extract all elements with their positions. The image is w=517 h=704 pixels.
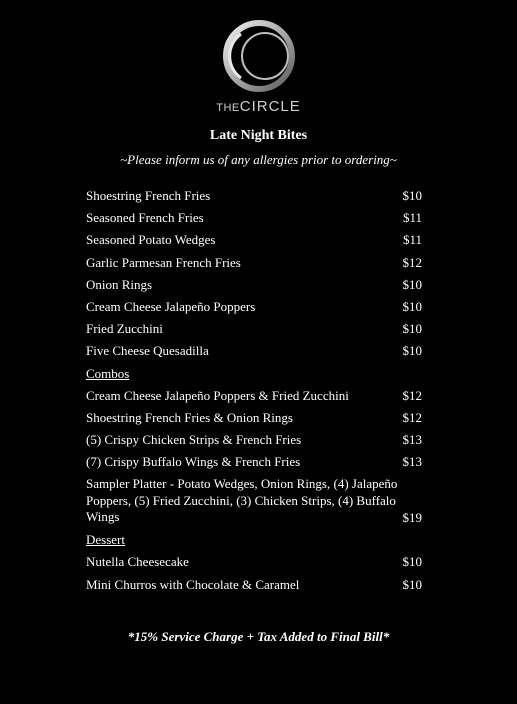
menu-item: Cream Cheese Jalapeño Poppers & Fried Zucchini $12 bbox=[86, 387, 422, 403]
service-charge-note: *15% Service Charge + Tax Added to Final Bill* bbox=[127, 629, 390, 644]
allergy-note: ~Please inform us of any allergies prior to ordering~ bbox=[120, 152, 397, 167]
section-heading-combos: Combos bbox=[86, 365, 130, 381]
menu-item: Cream Cheese Jalapeño Poppers $10 bbox=[86, 298, 422, 314]
section-heading-dessert: Dessert bbox=[86, 532, 125, 548]
menu-list bbox=[86, 188, 422, 599]
menu-item: Onion Rings $10 bbox=[86, 276, 422, 292]
menu-item: Seasoned Potato Wedges $11 bbox=[86, 232, 422, 248]
menu-item: Nutella Cheesecake $10 bbox=[86, 554, 422, 570]
menu-item: Sampler Platter - Potato Wedges, Onion Rings, (4) Jalapeño Poppers, (5) Fried Zucchini, (3) Chicken Strips, (4) Buffalo Wings $19 bbox=[86, 476, 422, 525]
menu-item: Five Cheese Quesadilla $10 bbox=[86, 343, 422, 359]
menu-item: Shoestring French Fries $10 bbox=[86, 188, 422, 203]
menu-item: Seasoned French Fries $11 bbox=[86, 210, 422, 226]
menu-item: Mini Churros with Chocolate & Caramel $10 bbox=[86, 576, 422, 592]
menu-item: Fried Zucchini $10 bbox=[86, 321, 422, 337]
menu-item: (7) Crispy Buffalo Wings & French Fries $13 bbox=[86, 454, 422, 470]
brand-name: THECIRCLE bbox=[216, 98, 301, 115]
menu-item: Shoestring French Fries & Onion Rings $12 bbox=[86, 409, 422, 425]
menu-item: Garlic Parmesan French Fries $12 bbox=[86, 254, 422, 270]
menu-title: Late Night Bites bbox=[209, 128, 308, 143]
circle-logo-icon bbox=[219, 20, 299, 96]
menu-item: (5) Crispy Chicken Strips & French Fries $13 bbox=[86, 432, 422, 448]
logo bbox=[0, 20, 517, 115]
